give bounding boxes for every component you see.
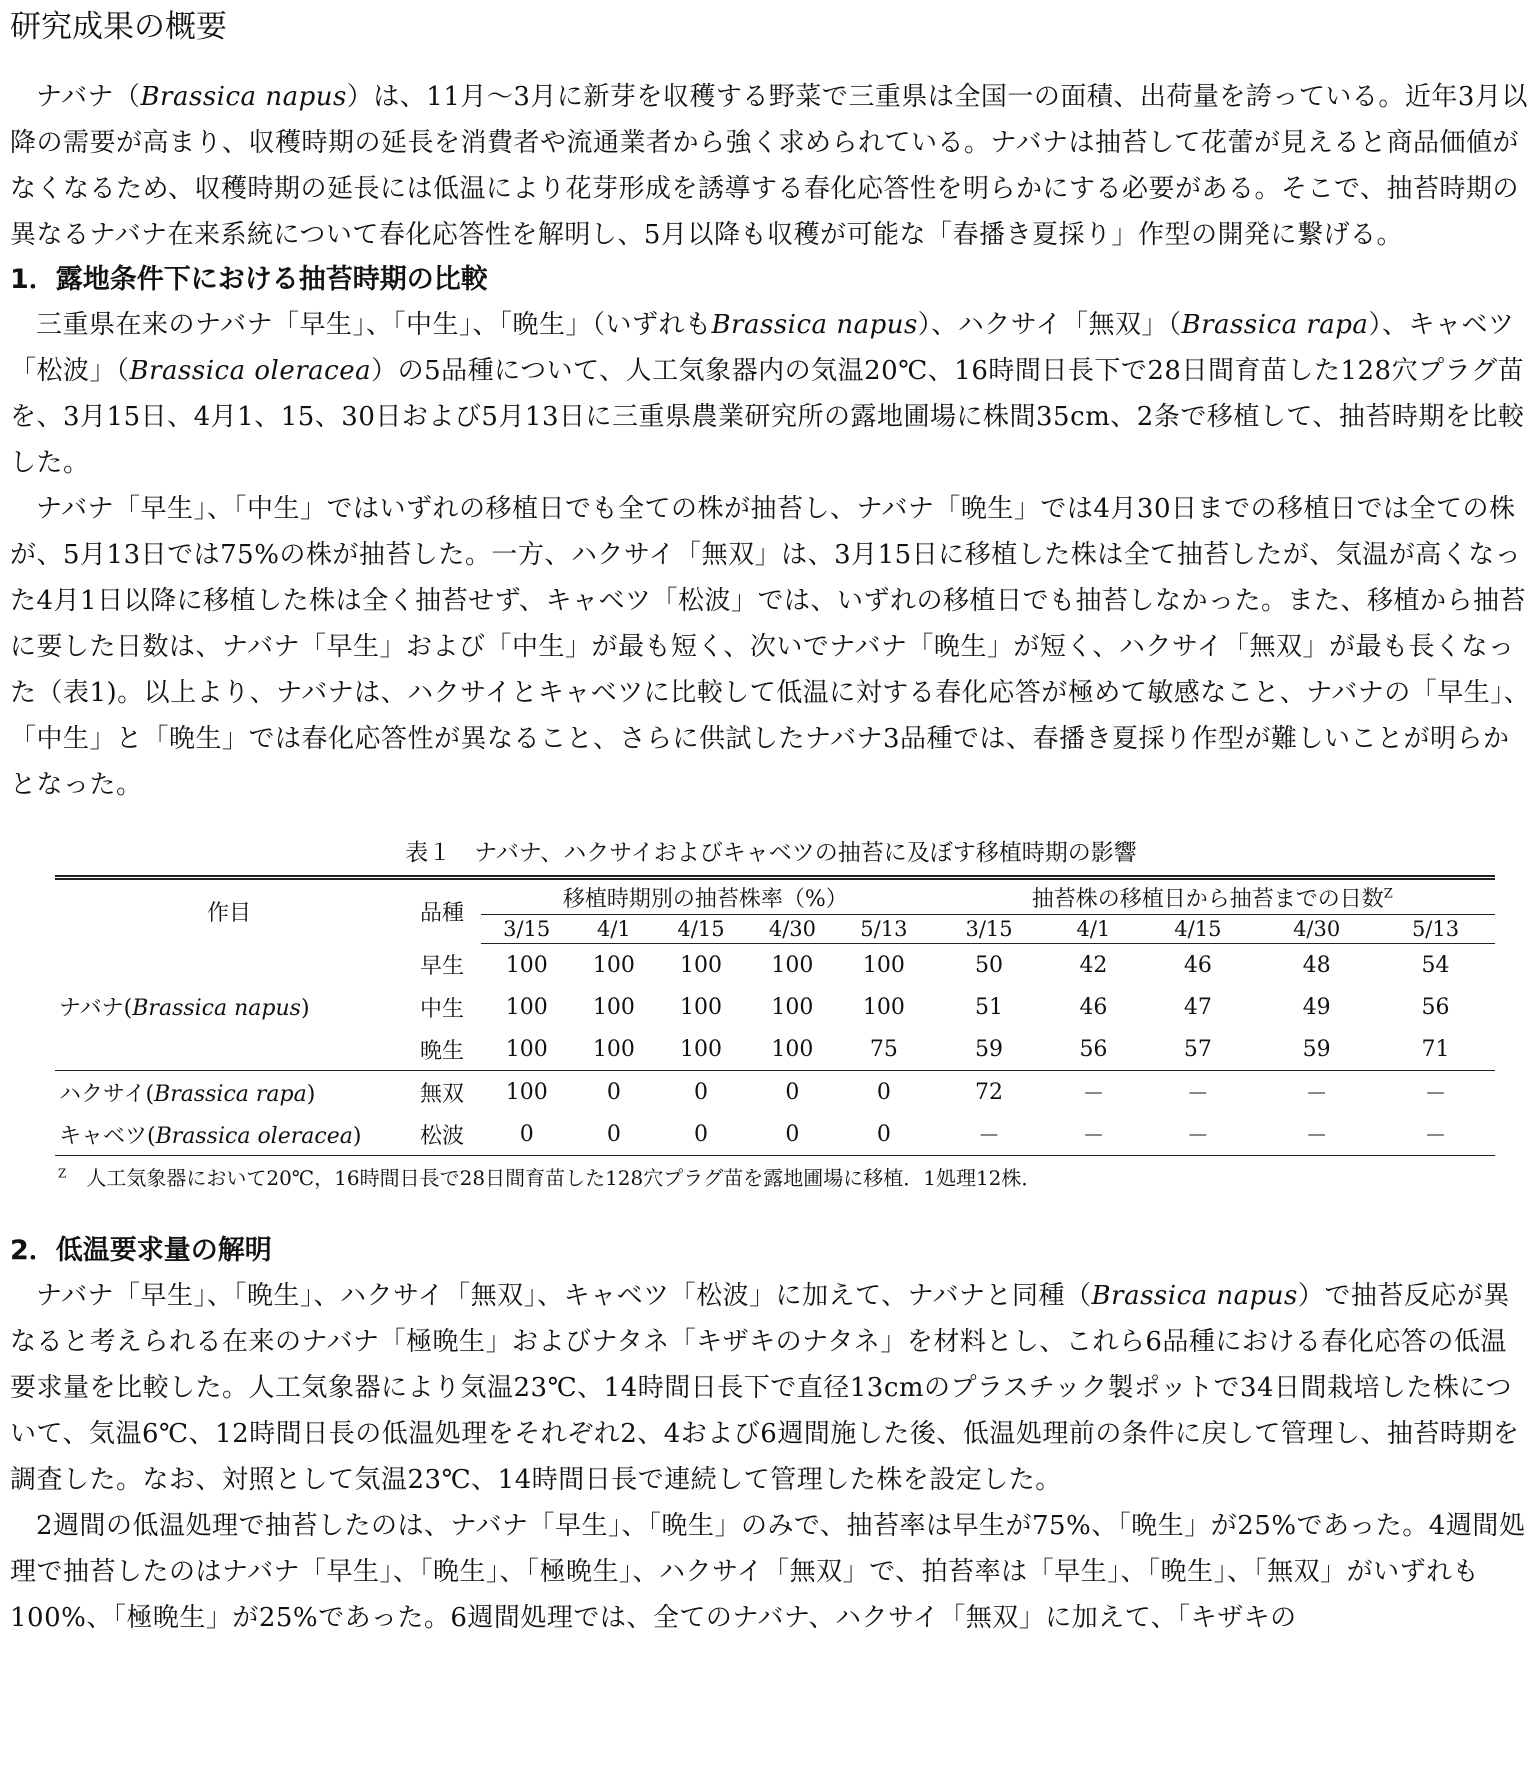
crop-cell-cabbage [55,1113,403,1156]
footnote-mark: Z [58,1166,67,1181]
s1p1-sci-napus: Brassica napus [711,310,918,340]
variety-cell: 無双 [403,1071,481,1114]
rate-cell: 100 [679,994,722,1020]
rate-cell: 0 [655,1113,746,1156]
crop-name: ハクサイ( [59,1081,155,1107]
rate-cell: 0 [747,1071,838,1114]
date-header: 5/13 [1376,915,1495,944]
rate-cell: 0 [655,1071,746,1114]
variety-cell: 早生 [419,954,464,980]
section2-heading: 2．低温要求量の解明 [10,1235,272,1266]
rate-cell: 100 [592,994,635,1020]
rate-cell: 0 [838,1071,930,1114]
crop-scientific-name: Brassica oleracea [155,1123,353,1149]
section2-paragraph2: 2週間の低温処理で抽苔したのは、ナバナ「早生」、「晩生」のみで、抽苔率は早生が75%、「晩生」が25%であった。4週間処理で抽苔したのはナバナ「早生」、「晩生」、「極晩生」、ハクサイ「無双」で、拍苔率は「早生」、「晩生」、「無双」がいずれも100%、「極晩生」が25%であった。6週間処理では、全てのナバナ、ハクサイ「無双」に加えて、「キザキの [10,1511,1526,1633]
intro-text-b: ）は、11月～3月に新芽を収穫する野菜で三重県は全国一の面積、出荷量を誇っている。近年3月以降の需要が高まり、収穫時期の延長を消費者や流通業者から強く求められている。ナバナは抽苔して花蕾が見えると商品価値がなくなるため、収穫時期の延長には低温により花芽形成を誘導する春化応答性を明らかにする必要がある。そこで、抽苔時期の異なるナバナ在来系統について春化応答性を解明し、5月以降も収穫が可能な「春播き夏採り」作型の開発に繋げる。 [10,82,1528,250]
crop-paren: ) [352,1123,362,1149]
date-header: 3/15 [481,915,572,944]
days-cell: 57 [1183,1036,1212,1062]
date-header: 5/13 [838,915,930,944]
days-cell: 71 [1421,1036,1450,1062]
days-cell: － [1048,1071,1138,1114]
crop-cell-hakusai [55,1071,403,1114]
crop-paren: ) [306,1081,316,1107]
crop-cell-nabana [55,944,403,1071]
rate-cell: 100 [771,1036,814,1062]
rate-cell: 0 [572,1071,655,1114]
rate-cell: 100 [592,952,635,978]
rate-cell: 100 [862,952,905,978]
rate-cell: 100 [771,952,814,978]
s2p1-sci-napus: Brassica napus [1091,1281,1298,1311]
intro-text-a: ナバナ（ [36,82,141,112]
days-cell: 42 [1079,952,1108,978]
rate-cell: 100 [505,994,548,1020]
s2p1-text-b: ）で抽苔反応が異なると考えられる在来のナバナ「極晩生」およびナタネ「キザキのナタネ」を材料とし、これら6品種における春化応答の低温要求量を比較した。人工気象器により気温23℃、14時間日長下で直径13cmのプラスチック製ポットで34日間栽培した株について、気温6℃、12時間日長の低温処理をそれぞれ2、4および6週間施した後、低温処理前の条件に戻して管理し、抽苔時期を調査した。なお、対照として気温23℃、14時間日長で連続して管理した株を設定した。 [10,1281,1520,1495]
days-cell: 56 [1079,1036,1108,1062]
days-cell: 51 [975,994,1004,1020]
days-cell: － [1257,1071,1376,1114]
s1p1-sci-oleracea: Brassica oleracea [129,356,372,386]
table-row [55,1071,1495,1114]
rate-cell: 100 [505,1036,548,1062]
days-cell: － [1376,1071,1495,1114]
rate-cell: 0 [481,1113,572,1156]
days-cell: － [1257,1113,1376,1156]
rate-cell: 0 [572,1113,655,1156]
intro-paragraph [10,74,1532,258]
rate-cell: 0 [838,1113,930,1156]
rate-cell: 100 [481,1071,572,1114]
days-cell: 54 [1421,952,1450,978]
days-cell: － [1138,1071,1257,1114]
rate-cell: 100 [771,994,814,1020]
group-header-days [930,878,1495,915]
page-title: 研究成果の概要 [10,9,227,45]
days-cell: 59 [1302,1036,1331,1062]
rate-cell: 100 [592,1036,635,1062]
s1p1-text-d: ）の5品種について、人工気象器内の気温20℃、16時間日長下で28日間育苗した128穴プラグ苗を、3月15日、4月1、15、30日および5月13日に三重県農業研究所の露地圃場に株間35cm、2条で移植して、抽苔時期を比較した。 [10,356,1525,478]
days-cell: 48 [1302,952,1331,978]
rate-cell: 100 [679,952,722,978]
variety-cell: 松波 [403,1113,481,1156]
date-header: 4/15 [1138,915,1257,944]
rate-cell: 75 [869,1036,898,1062]
s1p1-text-a: 三重県在来のナバナ「早生」、「中生」、「晩生」（いずれも [36,310,712,340]
table-row [55,944,1495,987]
date-header: 3/15 [930,915,1049,944]
bolting-table [55,875,1495,1156]
section1-heading: 1．露地条件下における抽苔時期の比較 [10,264,488,295]
crop-scientific-name: Brassica napus [132,996,301,1022]
date-header: 4/15 [655,915,746,944]
crop-name: キャベツ( [59,1123,156,1149]
days-cell: 59 [975,1036,1004,1062]
s1p1-text-c: ）、キャベツ「松波」（ [10,310,1515,386]
group-header-rate: 移植時期別の抽苔株率（%） [481,878,930,915]
date-header: 4/1 [1048,915,1138,944]
intro-scientific-name: Brassica napus [140,82,347,112]
days-cell: － [1138,1113,1257,1156]
rate-cell: 100 [505,952,548,978]
date-header: 4/1 [572,915,655,944]
days-cell: 56 [1421,994,1450,1020]
days-cell: － [1048,1113,1138,1156]
days-cell: 72 [930,1071,1049,1114]
date-header: 4/30 [1257,915,1376,944]
rate-cell: 100 [679,1036,722,1062]
crop-name: ナバナ( [59,996,133,1022]
variety-cell: 中生 [419,996,464,1022]
days-cell: 47 [1183,994,1212,1020]
rate-cell: 100 [862,994,905,1020]
days-cell: 46 [1183,952,1212,978]
section2-paragraph1 [10,1273,1532,1503]
days-cell: 49 [1302,994,1331,1020]
days-cell: 50 [975,952,1004,978]
col-header-variety: 品種 [403,878,481,944]
s1p1-sci-rapa: Brassica rapa [1181,310,1369,340]
days-cell: － [930,1113,1049,1156]
rate-cell: 0 [747,1113,838,1156]
days-cell: 46 [1079,994,1108,1020]
date-header: 4/30 [747,915,838,944]
table-row [55,1113,1495,1156]
s2p1-text-a: ナバナ「早生」、「晩生」、ハクサイ「無双」、キャベツ「松波」に加えて、ナバナと同種（ [36,1281,1092,1311]
table-caption: 表１ ナバナ、ハクサイおよびキャベツの抽苔に及ぼす移植時期の影響 [405,840,1137,866]
section1-paragraph1 [10,302,1532,486]
footnote-text: 人工気象器において20℃，16時間日長で28日間育苗した128穴プラグ苗を露地圃場に移植．1処理12株． [86,1166,1042,1190]
footnote-marker: Z [1383,886,1393,902]
section1-paragraph2: ナバナ「早生」、「中生」ではいずれの移植日でも全ての株が抽苔し、ナバナ「晩生」では4月30日までの移植日では全ての株が、5月13日では75%の株が抽苔した。一方、ハクサイ「無双」は、3月15日に移植した株は全て抽苔したが、気温が高くなった4月1日以降に移植した株は全く抽苔せず、キャベツ「松波」では、いずれの移植日でも抽苔しなかった。また、移植から抽苔に要した日数は、ナバナ「早生」および「中生」が最も短く、次いでナバナ「晩生」が短く、ハクサイ「無双」が最も長くなった（表1)。以上より、ナバナは、ハクサイとキャベツに比較して低温に対する春化応答が極めて敏感なこと、ナバナの「早生」、「中生」と「晩生」では春化応答性が異なること、さらに供試したナバナ3品種では、春播き夏採り作型が難しいことが明らかとなった。 [10,494,1531,800]
variety-cell: 晩生 [419,1038,464,1064]
crop-scientific-name: Brassica rapa [154,1081,307,1107]
days-cell: － [1376,1113,1495,1156]
group-header-days-text: 抽苔株の移植日から抽苔までの日数 [1031,886,1384,912]
col-header-crop: 作目 [55,878,403,944]
table-footnote [58,1162,1532,1191]
s1p1-text-b: ）、ハクサイ「無双」（ [917,310,1182,340]
crop-paren: ) [300,996,310,1022]
